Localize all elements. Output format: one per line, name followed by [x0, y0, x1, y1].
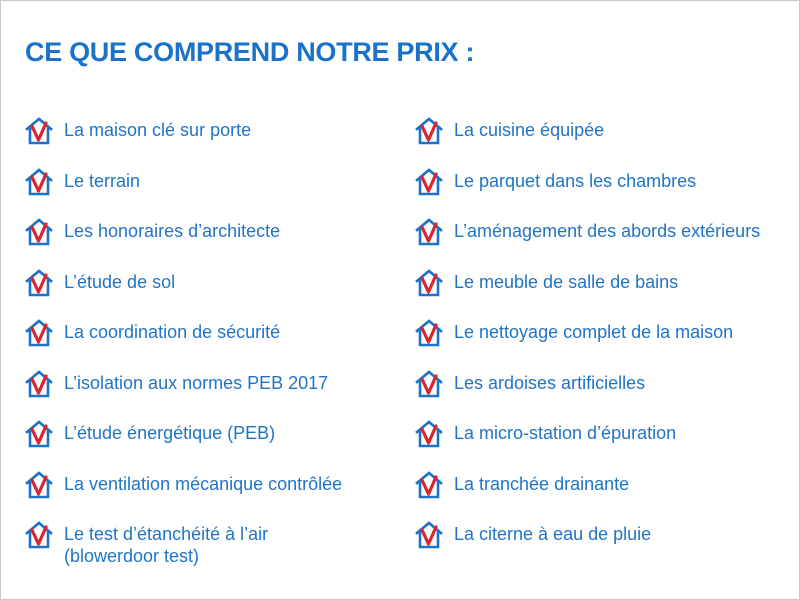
- left-column-item: [24, 215, 404, 266]
- inclusion-label: L’aménagement des abords extérieurs: [454, 221, 761, 241]
- right-column-item: [414, 316, 799, 367]
- inclusion-label: La coordination de sécurité: [64, 322, 281, 342]
- right-column-item: [414, 114, 799, 165]
- inclusion-label: La cuisine équipée: [454, 120, 605, 140]
- house-check-icon: [24, 369, 54, 399]
- left-column-item: [24, 518, 404, 569]
- left-column-item: [24, 417, 404, 468]
- right-column-item: [414, 266, 799, 317]
- inclusion-label: La micro-station d’épuration: [454, 423, 677, 443]
- right-column-item: [414, 468, 799, 519]
- right-column: [414, 114, 799, 569]
- house-check-icon: [24, 419, 54, 449]
- inclusion-label: Le terrain: [64, 170, 141, 191]
- right-column-item: [414, 417, 799, 468]
- house-check-icon: [24, 167, 54, 197]
- house-check-icon: [414, 268, 444, 298]
- left-column-item: [24, 468, 404, 519]
- house-check-icon: [24, 520, 54, 550]
- left-column-item: [24, 114, 404, 165]
- inclusion-label: La ventilation mécanique contrôlée: [64, 473, 343, 494]
- right-column-item: [414, 165, 799, 216]
- house-check-icon: [24, 217, 54, 247]
- house-check-icon: [414, 116, 444, 146]
- house-check-icon: [414, 470, 444, 500]
- inclusion-label: Les honoraires d’architecte: [64, 221, 281, 241]
- house-check-icon: [414, 167, 444, 197]
- house-check-icon: [414, 520, 444, 550]
- left-column: [24, 114, 404, 569]
- inclusion-label: La tranchée drainante: [454, 473, 630, 494]
- house-check-icon: [24, 116, 54, 146]
- inclusion-label: L’isolation aux normes PEB 2017: [64, 372, 329, 393]
- house-check-icon: [414, 217, 444, 247]
- right-column-item: [414, 518, 799, 569]
- house-check-icon: [414, 369, 444, 399]
- inclusion-label: La maison clé sur porte: [64, 120, 252, 140]
- house-check-icon: [414, 419, 444, 449]
- inclusion-label: L’étude énergétique (PEB): [64, 423, 276, 443]
- inclusion-label: Le test d’étanchéité à l’air (blowerdoor test): [64, 524, 269, 566]
- left-column-item: [24, 367, 404, 418]
- right-column-item: [414, 367, 799, 418]
- house-check-icon: [414, 318, 444, 348]
- house-check-icon: [24, 268, 54, 298]
- inclusion-label: La citerne à eau de pluie: [454, 524, 652, 544]
- inclusion-label: Le parquet dans les chambres: [454, 170, 697, 191]
- house-check-icon: [24, 470, 54, 500]
- inclusion-label: Le meuble de salle de bains: [454, 271, 679, 292]
- left-column-item: [24, 165, 404, 216]
- house-check-icon: [24, 318, 54, 348]
- right-column-item: [414, 215, 799, 266]
- left-column-item: [24, 316, 404, 367]
- left-column-item: [24, 266, 404, 317]
- page-title: CE QUE COMPREND NOTRE PRIX :: [25, 37, 475, 67]
- inclusion-label: Les ardoises artificielles: [454, 372, 646, 393]
- inclusion-label: Le nettoyage complet de la maison: [454, 322, 734, 342]
- inclusion-label: L’étude de sol: [64, 271, 176, 292]
